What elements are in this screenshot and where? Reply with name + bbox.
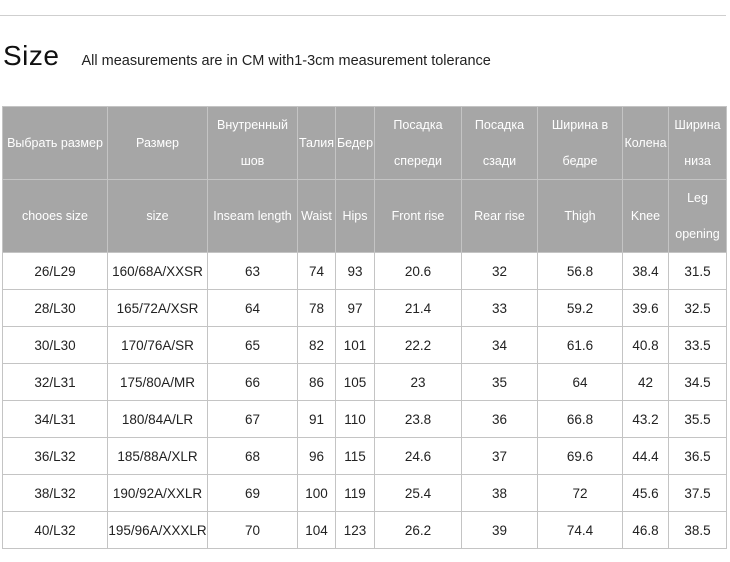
- table-cell: 31.5: [669, 253, 727, 290]
- header-cell-ru: Посадка сзади: [462, 107, 538, 180]
- table-cell: 26/L29: [3, 253, 108, 290]
- header-cell-ru: Ширина низа: [669, 107, 727, 180]
- header-cell-ru: Размер: [108, 107, 208, 180]
- table-cell: 25.4: [375, 475, 462, 512]
- table-cell: 74: [298, 253, 336, 290]
- table-cell: 175/80A/MR: [108, 364, 208, 401]
- page-title: Size: [3, 40, 60, 71]
- table-cell: 68: [208, 438, 298, 475]
- table-cell: 33: [462, 290, 538, 327]
- table-cell: 36.5: [669, 438, 727, 475]
- header-row-english: [3, 180, 727, 253]
- table-row: [3, 475, 727, 512]
- table-cell: 65: [208, 327, 298, 364]
- header-cell-en: Hips: [336, 180, 375, 253]
- table-cell: 160/68A/XXSR: [108, 253, 208, 290]
- table-cell: 35: [462, 364, 538, 401]
- header-cell-en: Front rise: [375, 180, 462, 253]
- header-cell-en: chooes size: [3, 180, 108, 253]
- table-cell: 66: [208, 364, 298, 401]
- table-cell: 180/84A/LR: [108, 401, 208, 438]
- header-cell-ru: Колена: [623, 107, 669, 180]
- table-cell: 123: [336, 512, 375, 549]
- table-cell: 23: [375, 364, 462, 401]
- header-cell-ru: Талия: [298, 107, 336, 180]
- table-cell: 64: [208, 290, 298, 327]
- table-cell: 63: [208, 253, 298, 290]
- header-row-russian: [3, 107, 727, 180]
- table-row: [3, 364, 727, 401]
- table-cell: 32.5: [669, 290, 727, 327]
- table-cell: 45.6: [623, 475, 669, 512]
- table-cell: 97: [336, 290, 375, 327]
- table-cell: 36: [462, 401, 538, 438]
- table-cell: 86: [298, 364, 336, 401]
- table-cell: 115: [336, 438, 375, 475]
- table-cell: 21.4: [375, 290, 462, 327]
- table-row: [3, 253, 727, 290]
- header-cell-en: Rear rise: [462, 180, 538, 253]
- table-cell: 34: [462, 327, 538, 364]
- table-cell: 72: [538, 475, 623, 512]
- table-row: [3, 512, 727, 549]
- table-cell: 39: [462, 512, 538, 549]
- header-cell-en: size: [108, 180, 208, 253]
- table-cell: 23.8: [375, 401, 462, 438]
- table-cell: 67: [208, 401, 298, 438]
- table-cell: 32: [462, 253, 538, 290]
- table-cell: 26.2: [375, 512, 462, 549]
- table-cell: 24.6: [375, 438, 462, 475]
- table-cell: 42: [623, 364, 669, 401]
- table-cell: 165/72A/XSR: [108, 290, 208, 327]
- table-row: [3, 327, 727, 364]
- size-heading: [3, 40, 491, 72]
- table-cell: 185/88A/XLR: [108, 438, 208, 475]
- table-cell: 66.8: [538, 401, 623, 438]
- top-divider: [0, 15, 726, 16]
- table-cell: 38.4: [623, 253, 669, 290]
- header-cell-ru: Внутренный шов: [208, 107, 298, 180]
- table-cell: 110: [336, 401, 375, 438]
- table-cell: 93: [336, 253, 375, 290]
- table-cell: 43.2: [623, 401, 669, 438]
- table-cell: 82: [298, 327, 336, 364]
- table-cell: 22.2: [375, 327, 462, 364]
- table-cell: 119: [336, 475, 375, 512]
- table-cell: 69: [208, 475, 298, 512]
- header-cell-en: Waist: [298, 180, 336, 253]
- table-cell: 20.6: [375, 253, 462, 290]
- table-cell: 101: [336, 327, 375, 364]
- table-cell: 28/L30: [3, 290, 108, 327]
- header-cell-ru: Выбрать размер: [3, 107, 108, 180]
- table-cell: 32/L31: [3, 364, 108, 401]
- table-cell: 195/96A/XXXLR: [108, 512, 208, 549]
- table-cell: 39.6: [623, 290, 669, 327]
- table-cell: 33.5: [669, 327, 727, 364]
- table-cell: 70: [208, 512, 298, 549]
- table-cell: 56.8: [538, 253, 623, 290]
- table-cell: 35.5: [669, 401, 727, 438]
- table-cell: 40/L32: [3, 512, 108, 549]
- table-cell: 34.5: [669, 364, 727, 401]
- table-cell: 105: [336, 364, 375, 401]
- table-cell: 78: [298, 290, 336, 327]
- table-cell: 37.5: [669, 475, 727, 512]
- table-cell: 44.4: [623, 438, 669, 475]
- header-cell-en: Leg opening: [669, 180, 727, 253]
- header-cell-ru: Ширина в бедре: [538, 107, 623, 180]
- table-cell: 91: [298, 401, 336, 438]
- header-cell-en: Knee: [623, 180, 669, 253]
- table-cell: 38.5: [669, 512, 727, 549]
- table-row: [3, 438, 727, 475]
- table-cell: 59.2: [538, 290, 623, 327]
- header-cell-ru: Посадка спереди: [375, 107, 462, 180]
- header-cell-ru: Бедер: [336, 107, 375, 180]
- table-cell: 96: [298, 438, 336, 475]
- table-cell: 64: [538, 364, 623, 401]
- header-cell-en: Inseam length: [208, 180, 298, 253]
- table-cell: 170/76A/SR: [108, 327, 208, 364]
- table-cell: 30/L30: [3, 327, 108, 364]
- size-chart-table: [2, 106, 727, 549]
- table-cell: 46.8: [623, 512, 669, 549]
- table-cell: 34/L31: [3, 401, 108, 438]
- header-cell-en: Thigh: [538, 180, 623, 253]
- measurement-note: All measurements are in CM with1-3cm measurement tolerance: [81, 53, 491, 69]
- table-cell: 38/L32: [3, 475, 108, 512]
- table-cell: 104: [298, 512, 336, 549]
- table-cell: 74.4: [538, 512, 623, 549]
- table-cell: 38: [462, 475, 538, 512]
- table-row: [3, 290, 727, 327]
- table-cell: 100: [298, 475, 336, 512]
- table-row: [3, 401, 727, 438]
- table-cell: 37: [462, 438, 538, 475]
- table-cell: 40.8: [623, 327, 669, 364]
- table-cell: 69.6: [538, 438, 623, 475]
- table-cell: 36/L32: [3, 438, 108, 475]
- table-cell: 61.6: [538, 327, 623, 364]
- table-cell: 190/92A/XXLR: [108, 475, 208, 512]
